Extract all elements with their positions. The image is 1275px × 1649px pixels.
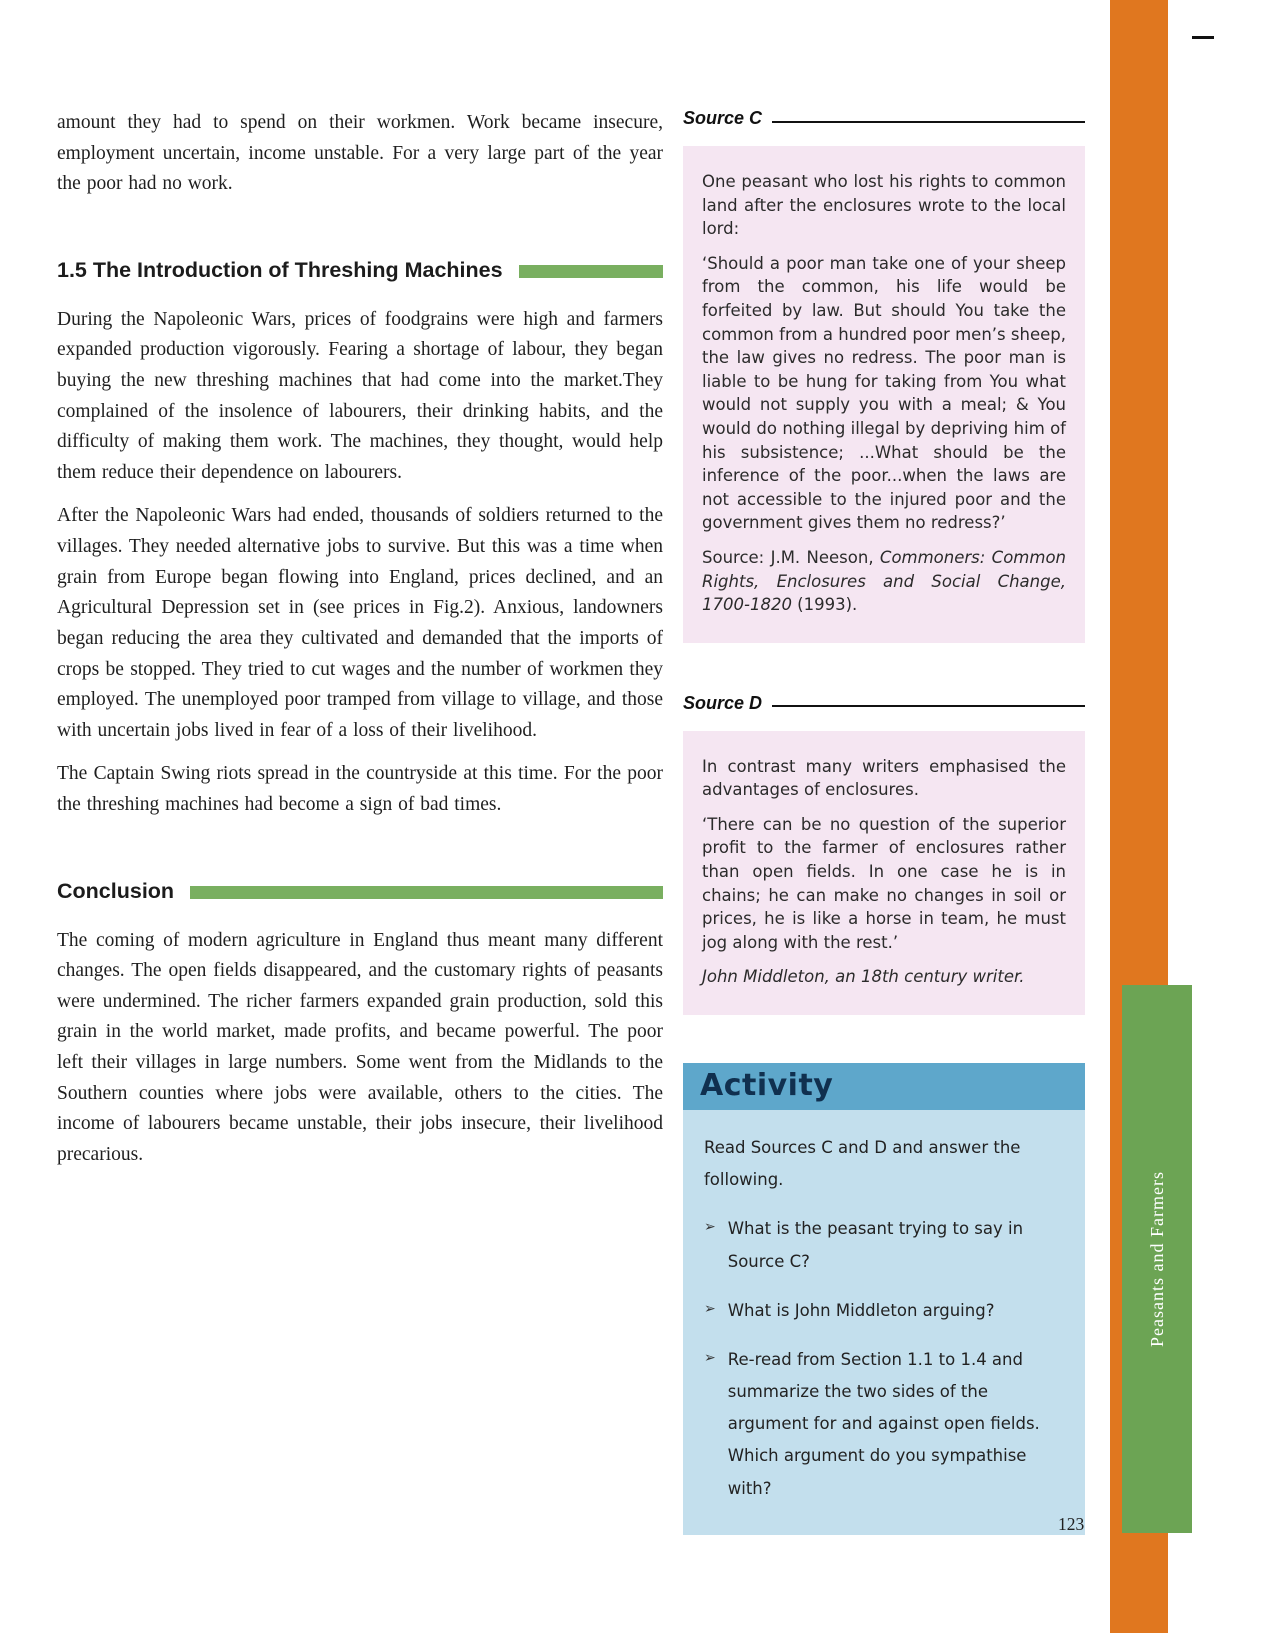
section-1-5-paragraph-3: The Captain Swing riots spread in the countryside at this time. For the poor the threshing machines had become a sign of bad times. — [57, 763, 663, 815]
source-d-quote: ‘There can be no question of the superior profit to the farmer of enclosures rather than open fields. In one case he is in chains; he can make no changes in soil or prices, he is like a horse in team, he must jog along with the rest.’ — [702, 814, 1066, 952]
arrow-bullet-icon: ➢ — [704, 1219, 716, 1236]
activity-box — [683, 1063, 1085, 1535]
activity-item-text: What is John Middleton arguing? — [727, 1300, 995, 1320]
source-c-label: Source C — [683, 108, 763, 128]
chapter-tab-label: Peasants and Farmers — [1146, 1171, 1167, 1347]
section-1-5-paragraph-1: During the Napoleonic Wars, prices of foodgrains were high and farmers expanded production vigorously. Fearing a shortage of labour, they began buying the new threshing machines that had come into the market.They complained of the insolence of labourers, their drinking habits, and the difficulty of making them work. The machines, they thought, would help them reduce their dependence on labourers. — [57, 308, 663, 483]
arrow-bullet-icon: ➢ — [704, 1349, 716, 1366]
main-text-column — [57, 108, 663, 1170]
trim-mark — [1192, 36, 1214, 39]
source-c-quote: ‘Should a poor man take one of your sheep from the common, his life would be forfeited by law. But should You take the common from a hundred poor men’s sheep, the law gives no redress. The poor man is liable to be hung for taking from You what would not supply you with a meal; & You would do nothing illegal by depriving him of his subsistence; ...What should be the inference of the poor...when the laws are not accessible to the injured poor and the government gives them no redress?’ — [702, 253, 1066, 533]
green-chapter-tab — [1122, 985, 1192, 1533]
activity-title: Activity — [700, 1068, 834, 1104]
activity-body — [683, 1110, 1085, 1535]
arrow-bullet-icon: ➢ — [704, 1300, 716, 1317]
activity-item-text: What is the peasant trying to say in Source C? — [727, 1219, 1024, 1271]
source-d-header — [683, 693, 1085, 714]
source-c-attribution-prefix: Source: J.M. Neeson, — [702, 547, 880, 567]
conclusion-paragraph: The coming of modern agriculture in England thus meant many different changes. The open fields disappeared, and the customary rights of peasants were undermined. The richer farmers expanded grain production, sold this grain in the world market, made profits, and became powerful. The poor left their villages in large numbers. Some went from the Midlands to the Southern counties where jobs were available, others to the cities. The income of labourers became unstable, their jobs insecure, their livelihood precarious. — [57, 929, 663, 1165]
source-c-box — [683, 146, 1085, 643]
source-d-intro: In contrast many writers emphasised the advantages of enclosures. — [702, 756, 1066, 800]
activity-item-text: Re-read from Section 1.1 to 1.4 and summarize the two sides of the argument for and against open fields. Which argument do you sympathise with? — [727, 1349, 1040, 1498]
activity-title-band — [683, 1063, 1085, 1110]
activity-item — [704, 1295, 1064, 1327]
source-c-header — [683, 108, 1085, 129]
source-c-intro: One peasant who lost his rights to common land after the enclosures wrote to the local lord: — [702, 172, 1066, 239]
heading-bar-green — [519, 265, 663, 278]
source-d-box — [683, 731, 1085, 1015]
conclusion-heading — [57, 879, 663, 904]
activity-item — [704, 1213, 1064, 1277]
source-d-label: Source D — [683, 692, 763, 713]
source-d-rule — [772, 705, 1085, 707]
activity-item — [704, 1344, 1064, 1505]
source-c-attribution-title: Commoners: Common Rights, Enclosures and Social Change, 1700-1820 — [702, 547, 1066, 615]
conclusion-heading-text: Conclusion — [57, 878, 175, 903]
section-heading-1-5 — [57, 258, 663, 283]
heading-bar-green — [190, 886, 663, 899]
source-c-attribution-suffix: (1993). — [791, 595, 858, 615]
sources-column — [683, 108, 1085, 1535]
source-c-rule — [772, 121, 1085, 123]
page-number: 123 — [1058, 1514, 1085, 1534]
section-1-5-paragraph-2: After the Napoleonic Wars had ended, thousands of soldiers returned to the villages. They needed alternative jobs to survive. But this was a time when grain from Europe began flowing into England, prices declined, and an Agricultural Depression set in (see prices in Fig.2). Anxious, landowners began reducing the area they cultivated and demanded that the imports of crops be stopped. They tried to cut wages and the number of workmen they employed. The unemployed poor tramped from village to village, and those with uncertain jobs lived in fear of a loss of their livelihood. — [57, 505, 663, 741]
activity-intro: Read Sources C and D and answer the following. — [704, 1138, 1021, 1190]
source-c-attribution — [702, 546, 1066, 617]
intro-paragraph: amount they had to spend on their workmen. Work became insecure, employment uncertain, income unstable. For a very large part of the year the poor had no work. — [57, 112, 663, 195]
section-heading-1-5-text: 1.5 The Introduction of Threshing Machines — [57, 257, 503, 282]
source-d-attribution: John Middleton, an 18th century writer. — [702, 967, 1025, 987]
